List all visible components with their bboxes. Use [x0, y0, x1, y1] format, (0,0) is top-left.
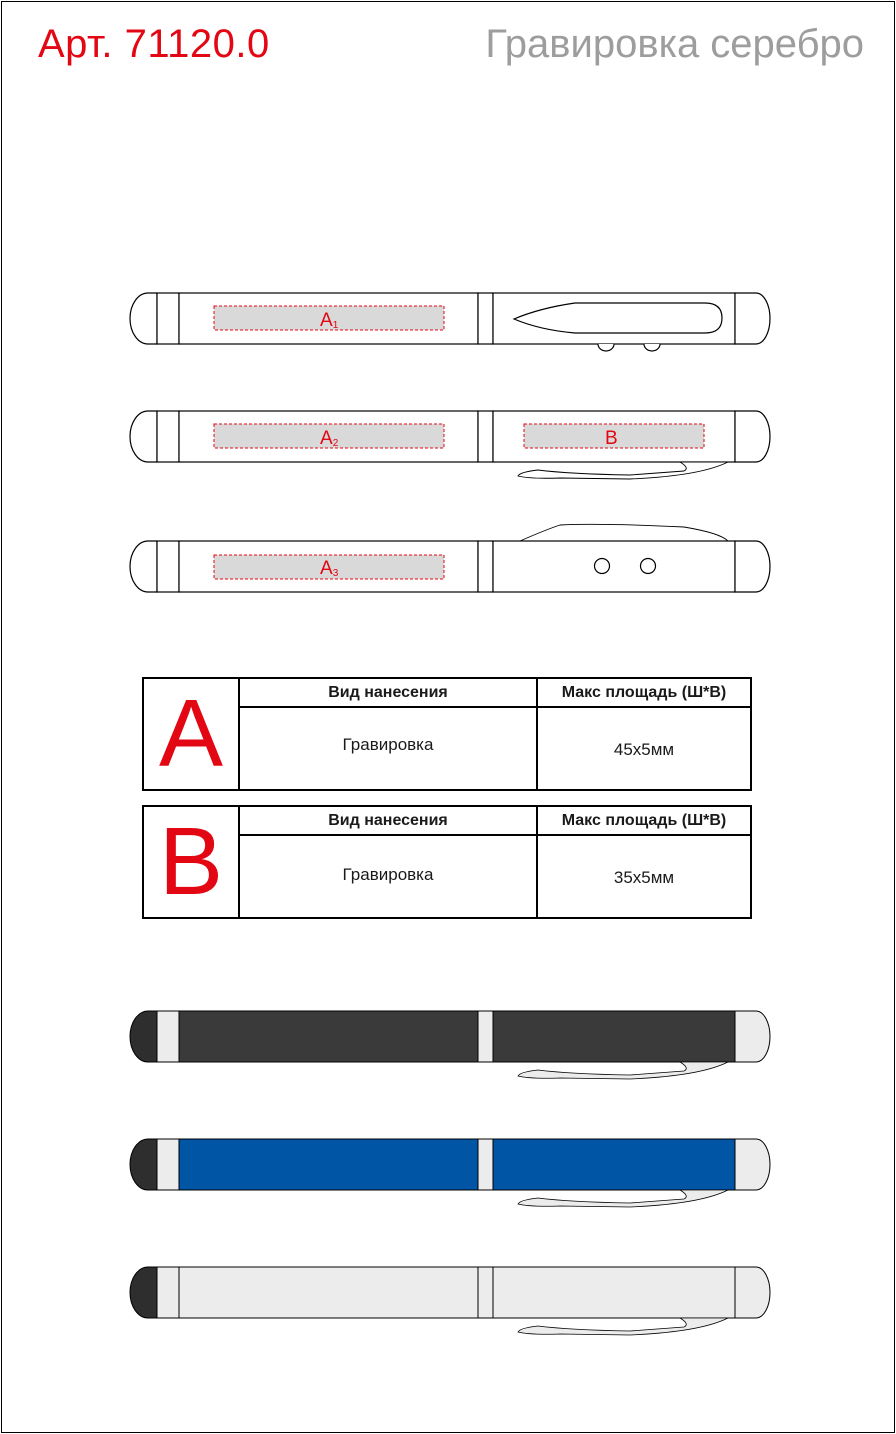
pen-end-cap — [735, 293, 770, 344]
pen-barrel — [179, 1139, 478, 1190]
pen-barrel — [179, 1267, 478, 1318]
pen-center-ring — [478, 293, 493, 344]
zone-label-a3: A3 — [320, 558, 339, 579]
print-area-table-b — [142, 805, 752, 919]
pen-cap — [493, 1011, 735, 1062]
pen-button — [644, 344, 660, 351]
pen-tip — [130, 1011, 157, 1062]
table-letter: A — [144, 679, 240, 791]
pen-clip — [520, 524, 728, 541]
header-method: Вид нанесения — [240, 807, 536, 836]
header-max-area: Макс площадь (Ш*В) — [538, 679, 750, 708]
pen-center-ring — [478, 541, 493, 592]
method-value: Гравировка — [342, 735, 434, 754]
pen-end-cap — [735, 541, 770, 592]
pen-tip-ring — [157, 1011, 179, 1062]
pen-end-cap — [735, 1011, 770, 1062]
pen-tip — [130, 1267, 157, 1318]
header-method: Вид нанесения — [240, 679, 536, 708]
pen-center-ring — [478, 1011, 493, 1062]
pen-button — [595, 559, 610, 574]
pen-clip — [518, 1062, 728, 1079]
pen-cap — [493, 541, 735, 592]
pen-variant-black — [130, 1011, 770, 1079]
max-area-value: 45x5мм — [613, 740, 675, 759]
table-letter: B — [144, 807, 240, 917]
zone-label-a1: A1 — [320, 310, 339, 331]
pen-center-ring — [478, 411, 493, 462]
pen-clip — [518, 462, 728, 479]
pen-end-cap — [735, 1267, 770, 1318]
pen-tip-ring — [157, 541, 179, 592]
zone-label-a2: A2 — [320, 428, 339, 449]
method-value: Гравировка — [342, 865, 434, 884]
pen-cap — [493, 1267, 735, 1318]
pen-tip — [130, 1139, 157, 1190]
pen-clip — [518, 1190, 728, 1207]
pen-tip-ring — [157, 1139, 179, 1190]
pen-variant-silver — [130, 1267, 770, 1335]
pen-tip-outline — [130, 411, 157, 462]
pen-tip-outline — [130, 541, 157, 592]
application-method-title: Гравировка серебро — [485, 22, 864, 66]
header-max-area: Макс площадь (Ш*В) — [538, 807, 750, 836]
article-number: Арт. 71120.0 — [38, 22, 270, 66]
pen-tip-ring — [157, 411, 179, 462]
pen-tip-outline — [130, 293, 157, 344]
pen-clip — [518, 1318, 728, 1335]
pen-cap — [493, 1139, 735, 1190]
pen-center-ring — [478, 1139, 493, 1190]
max-area-value: 35x5мм — [613, 868, 675, 887]
pen-end-cap — [735, 1139, 770, 1190]
pen-barrel — [179, 1011, 478, 1062]
pen-button — [641, 559, 656, 574]
pen-tip-ring — [157, 1267, 179, 1318]
zone-label-b: B — [605, 428, 618, 449]
pen-button — [598, 344, 614, 351]
pen-center-ring — [478, 1267, 493, 1318]
pen-tip-ring — [157, 293, 179, 344]
pen-end-cap — [735, 411, 770, 462]
pen-variant-blue — [130, 1139, 770, 1207]
print-area-table-a — [142, 677, 752, 791]
